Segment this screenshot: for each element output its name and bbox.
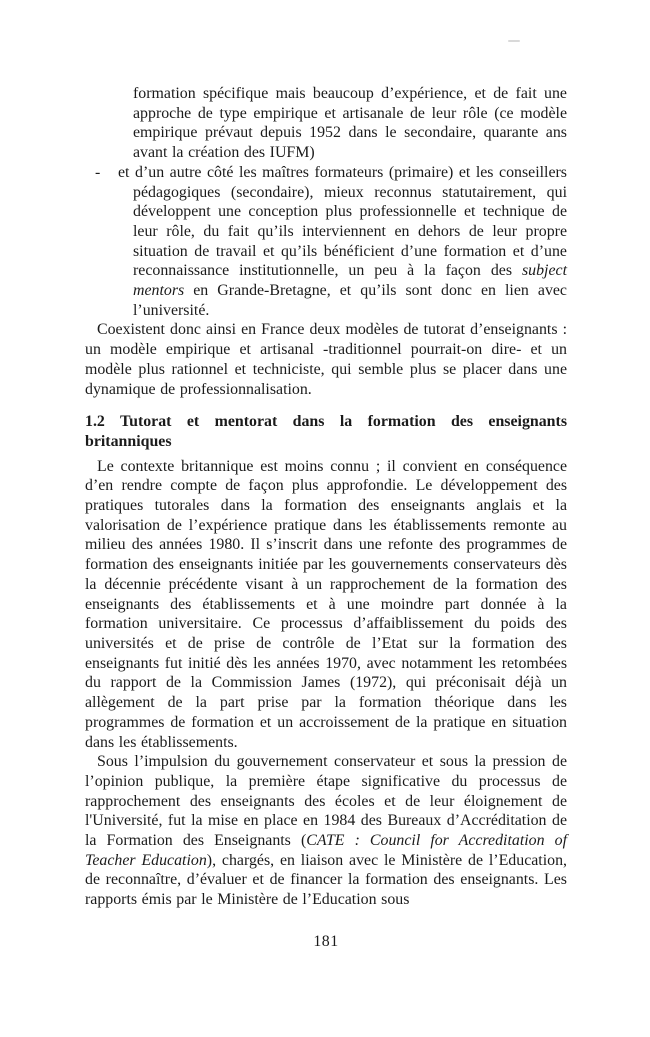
list-item bbox=[85, 163, 567, 321]
page-number: 181 bbox=[313, 932, 339, 950]
list-marker: - bbox=[95, 163, 101, 181]
paragraph-impulsion bbox=[85, 752, 567, 910]
paragraph-coexistent bbox=[85, 320, 567, 399]
text-segment: Coexistent donc ainsi en France deux modèles de tutorat d’enseignants : un modèle empirique et artisanal -traditionnel pourrait-on dire- et un modèle plus rationnel et techniciste, qui semble plus se placer dans une dynamique de professionnalisation. bbox=[85, 321, 567, 398]
text-segment: et d’un autre côté les maîtres formateurs (primaire) et les conseillers pédagogiques (secondaire), mieux reconnus statutairement, qui développent une conception plus professionnelle et technique de leur rôle, du fait qu’ils interviennent en dehors de leur propre situation de travail et qu’ils bénéficient d’une formation et d’une reconnaissance institutionnelle, un peu à la façon des bbox=[118, 163, 567, 280]
section-heading: 1.2 Tutorat et mentorat dans la formation des enseignants britanniques bbox=[85, 413, 567, 450]
list-item-continuation bbox=[85, 84, 567, 163]
text-block bbox=[85, 84, 567, 910]
text-segment: ), chargés, en liaison avec le Ministère de l’Education, de reconnaître, d’évaluer et de financer la formation des enseignants. Les rapports émis par le Ministère de l’Education sous bbox=[85, 851, 567, 909]
text-segment: Sous l’impulsion du gouvernement conservateur et sous la pression de l’opinion publique, la première étape significative du processus de rapprochement des enseignants des écoles et de leur éloignement de l'Université, fut la mise en place en 1984 des Bureaux d’Accréditation de la Formation des Enseignants ( bbox=[85, 753, 567, 850]
italic-phrase: subject mentors bbox=[133, 262, 567, 300]
paragraph-context bbox=[85, 457, 567, 753]
text-segment: formation spécifique mais beaucoup d’expérience, et de fait une approche de type empirique et artisanale de leur rôle (ce modèle empirique prévaut depuis 1952 dans le secondaire, quarante ans avant la création des IUFM) bbox=[133, 85, 567, 162]
text-segment: Le contexte britannique est moins connu ; il convient en conséquence d’en rendre compte de façon plus approfondie. Le développement des pratiques tutorales dans la formation des enseignants anglais et la valorisation de l’expérience pratique dans les établissements remonte au milieu des années 1980. Il s’inscrit dans une refonte des programmes de formation des enseignants initiée par les gouvernements conservateurs dès la décennie précédente visant à un rapprochement de la formation des enseignants des établissements et à une moindre part donnée à la formation universitaire. Ce processus d’affaiblissement du poids des universités et de prise de contrôle de l’Etat sur la formation des enseignants fut initié dès les années 1970, avec notamment les retombées du rapport de la Commission James (1972), qui préconisait déjà un allègement de la part prise par la formation théorique dans les programmes de formation et un accroissement de la pratique en situation dans les établissements. bbox=[85, 457, 567, 751]
italic-phrase: CATE : Council for Accreditation of Teacher Education bbox=[85, 832, 567, 869]
text-segment: en Grande-Bretagne, et qu’ils sont donc en lien avec l’université. bbox=[133, 282, 567, 319]
scan-artifact bbox=[508, 40, 520, 42]
